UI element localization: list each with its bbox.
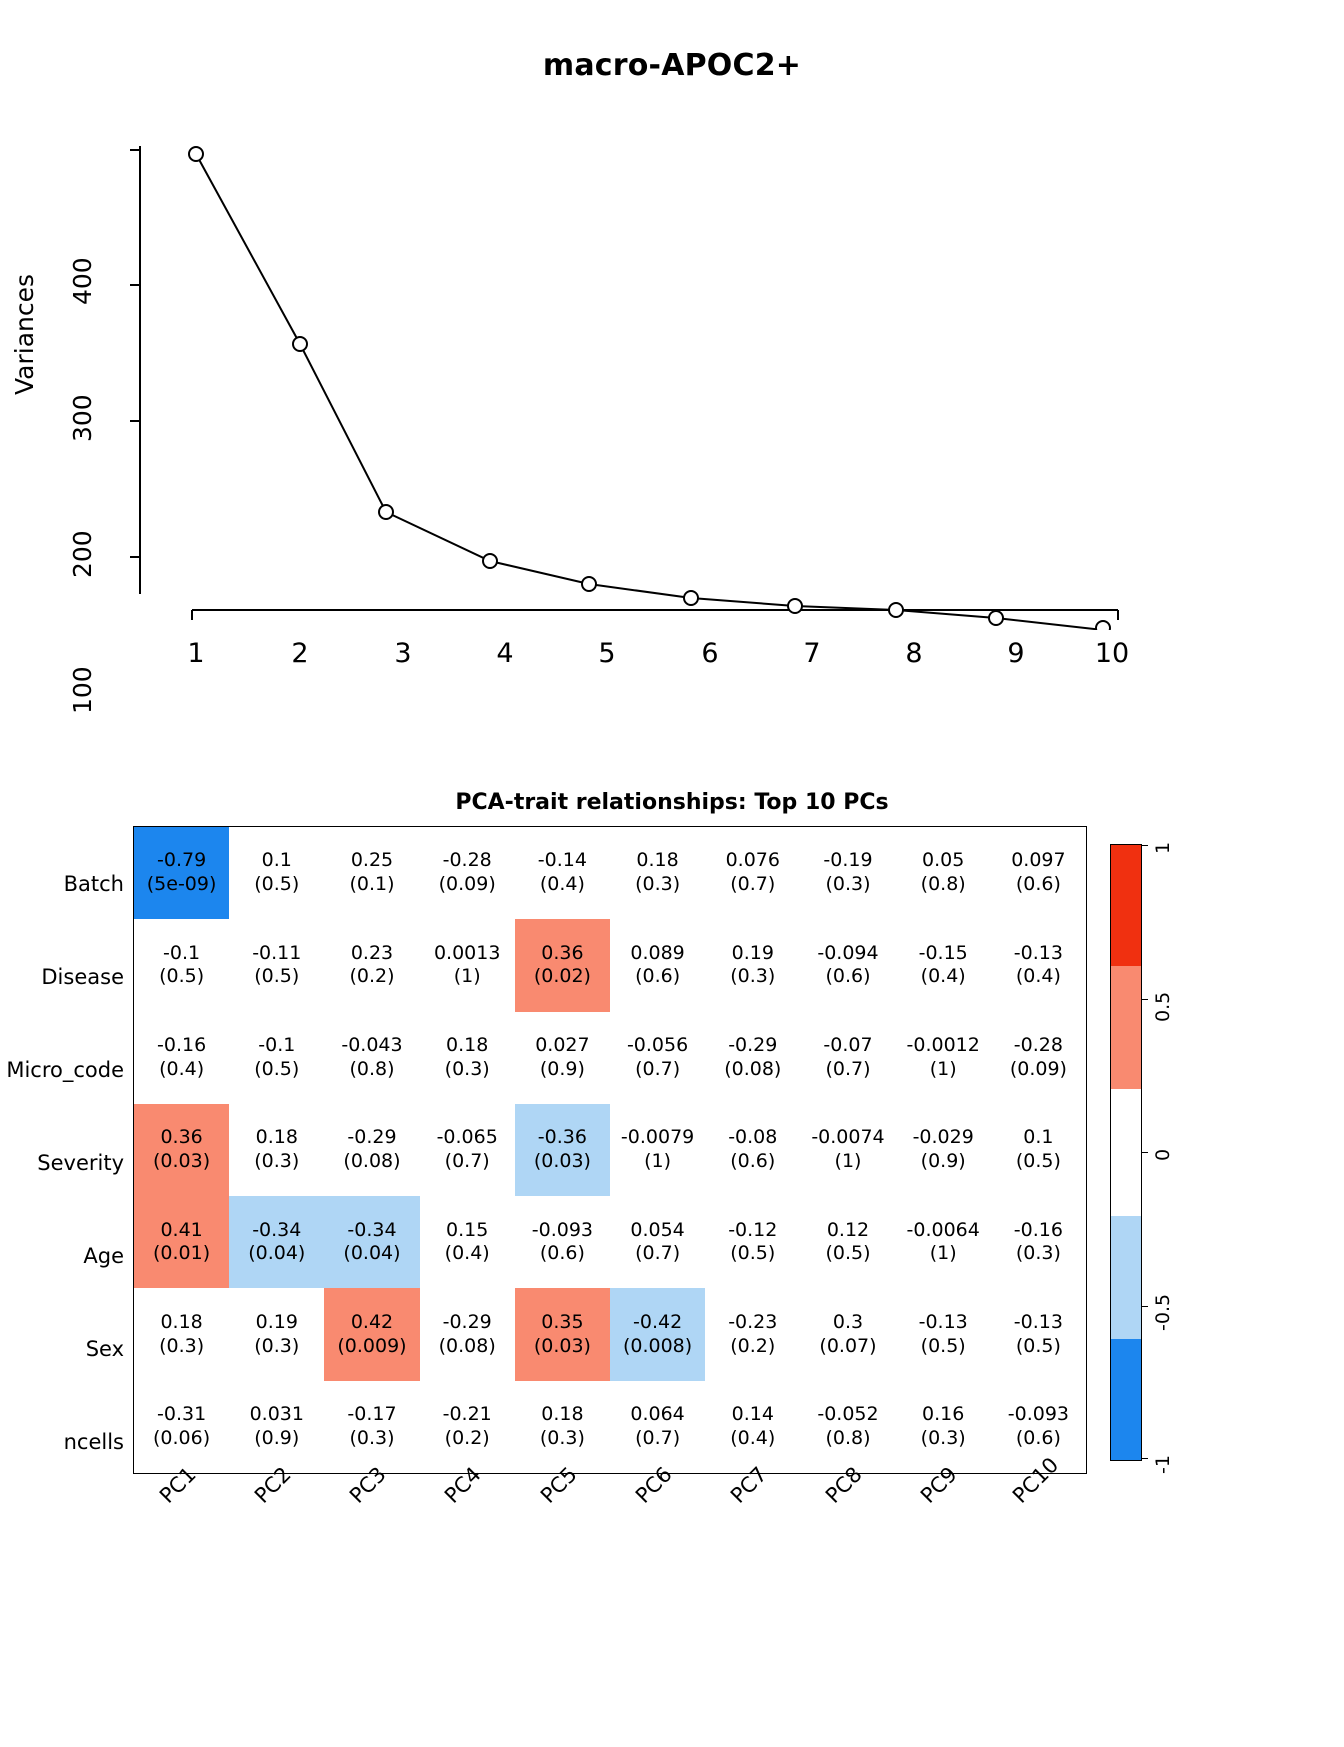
heatmap-row-label-disease: Disease — [41, 965, 124, 989]
cell-value: 0.42 — [350, 1310, 394, 1333]
heatmap-cell[interactable] — [800, 1288, 895, 1380]
scree-x-tick-4: 4 — [496, 638, 514, 669]
cell-value: 0.36 — [160, 1126, 203, 1149]
legend-segment-weak-negative — [1111, 1216, 1141, 1339]
heatmap-cell[interactable] — [420, 1196, 515, 1288]
cell-pvalue: (0.8) — [825, 1426, 871, 1449]
scree-y-tick-300: 300 — [68, 394, 97, 442]
cell-pvalue: (0.8) — [349, 1057, 395, 1080]
legend-tick-mark — [1141, 1458, 1148, 1459]
heatmap-cell[interactable] — [229, 919, 324, 1011]
cell-value: -0.1 — [163, 941, 201, 964]
cell-value: 0.19 — [731, 941, 774, 964]
cell-pvalue: (0.3) — [1015, 1242, 1061, 1265]
heatmap-cell[interactable] — [229, 1196, 324, 1288]
heatmap-row-label-batch: Batch — [63, 872, 124, 896]
scree-x-tick-2: 2 — [291, 638, 309, 669]
cell-pvalue: (0.3) — [349, 1426, 395, 1449]
heatmap-cell[interactable] — [705, 1288, 800, 1380]
cell-value: 0.18 — [541, 1403, 584, 1426]
heatmap-cell[interactable] — [800, 1104, 895, 1196]
cell-pvalue: (0.04) — [343, 1242, 401, 1265]
scree-x-tick-5: 5 — [598, 638, 616, 669]
legend-tick-mark — [1141, 999, 1148, 1000]
cell-value: -0.13 — [1013, 1310, 1063, 1333]
heatmap-row-label-age: Age — [83, 1244, 124, 1268]
heatmap-cell[interactable] — [705, 1381, 800, 1473]
heatmap-cell[interactable] — [991, 1104, 1086, 1196]
heatmap-cell[interactable] — [896, 1381, 991, 1473]
heatmap-cell[interactable] — [610, 1381, 705, 1473]
heatmap-cell[interactable] — [896, 1288, 991, 1380]
cell-value: 0.18 — [255, 1126, 298, 1149]
cell-pvalue: (0.5) — [159, 965, 205, 988]
heatmap-cell[interactable] — [420, 1381, 515, 1473]
cell-pvalue: (0.1) — [349, 873, 395, 896]
cell-pvalue: (0.5) — [254, 1057, 300, 1080]
cell-value: -0.0012 — [906, 1033, 980, 1056]
heatmap-cell[interactable] — [515, 1288, 610, 1380]
cell-pvalue: (0.7) — [825, 1057, 871, 1080]
cell-value: -0.07 — [823, 1033, 873, 1056]
heatmap-cell[interactable] — [896, 1104, 991, 1196]
cell-pvalue: (1) — [929, 1057, 957, 1080]
cell-pvalue: (0.3) — [730, 965, 776, 988]
cell-pvalue: (0.03) — [533, 1334, 591, 1357]
heatmap-col-label-pc1: PC1 — [155, 1462, 201, 1508]
cell-value: -0.36 — [537, 1126, 587, 1149]
heatmap-cell[interactable] — [800, 1381, 895, 1473]
cell-pvalue: (0.5) — [254, 965, 300, 988]
heatmap-cell[interactable] — [610, 1288, 705, 1380]
cell-pvalue: (0.6) — [825, 965, 871, 988]
scree-y-tick-100: 100 — [68, 666, 97, 714]
cell-value: -0.31 — [157, 1403, 207, 1426]
heatmap-cell[interactable] — [324, 1196, 419, 1288]
cell-value: 0.097 — [1011, 849, 1066, 872]
heatmap-cell[interactable] — [896, 1012, 991, 1104]
cell-value: -0.12 — [728, 1218, 778, 1241]
legend-tick-label--0.5: -0.5 — [1152, 1293, 1174, 1331]
heatmap-cell[interactable] — [800, 1196, 895, 1288]
cell-value: 0.05 — [922, 849, 965, 872]
scree-series-points — [189, 147, 1110, 630]
heatmap-cell[interactable] — [229, 1381, 324, 1473]
cell-pvalue: (0.4) — [444, 1242, 490, 1265]
cell-pvalue: (0.3) — [635, 873, 681, 896]
cell-value: 0.1 — [261, 849, 292, 872]
heatmap-cell[interactable] — [610, 1196, 705, 1288]
cell-pvalue: (0.2) — [349, 965, 395, 988]
cell-value: -0.052 — [817, 1403, 879, 1426]
cell-value: -0.13 — [918, 1310, 968, 1333]
cell-pvalue: (0.6) — [1015, 873, 1061, 896]
cell-pvalue: (0.4) — [920, 965, 966, 988]
cell-pvalue: (1) — [834, 1149, 862, 1172]
scree-x-tick-10: 10 — [1094, 638, 1130, 669]
heatmap-cell[interactable] — [134, 1381, 229, 1473]
heatmap-cell[interactable] — [420, 827, 515, 919]
cell-value: -0.056 — [626, 1033, 689, 1056]
heatmap-cell[interactable] — [896, 1196, 991, 1288]
heatmap-cell[interactable] — [705, 919, 800, 1011]
cell-pvalue: (0.09) — [438, 873, 496, 896]
cell-pvalue: (0.2) — [730, 1334, 776, 1357]
scree-x-tick-8: 8 — [905, 638, 923, 669]
scree-plot-canvas — [0, 110, 1344, 630]
cell-pvalue: (0.09) — [1009, 1057, 1067, 1080]
legend-tick-label--1: -1 — [1152, 1455, 1174, 1474]
heatmap-cell[interactable] — [610, 827, 705, 919]
cell-value: -0.0074 — [811, 1126, 885, 1149]
heatmap-cell[interactable] — [324, 1288, 419, 1380]
cell-pvalue: (0.5) — [1015, 1149, 1061, 1172]
cell-value: -0.08 — [728, 1126, 778, 1149]
cell-pvalue: (0.9) — [539, 1057, 585, 1080]
cell-pvalue: (0.4) — [539, 873, 585, 896]
heatmap-cell[interactable] — [515, 1196, 610, 1288]
cell-pvalue: (0.5) — [730, 1242, 776, 1265]
cell-value: -0.094 — [817, 941, 879, 964]
heatmap-row-label-ncells: ncells — [63, 1430, 124, 1454]
cell-pvalue: (0.3) — [825, 873, 871, 896]
heatmap-cell[interactable] — [134, 1196, 229, 1288]
cell-value: -0.16 — [1013, 1218, 1063, 1241]
cell-pvalue: (0.3) — [539, 1426, 585, 1449]
scree-x-tick-1: 1 — [187, 638, 205, 669]
heatmap-cell[interactable] — [896, 919, 991, 1011]
cell-pvalue: (0.5) — [825, 1242, 871, 1265]
heatmap-cell[interactable] — [420, 1288, 515, 1380]
cell-pvalue: (0.9) — [920, 1149, 966, 1172]
heatmap-cell[interactable] — [515, 1012, 610, 1104]
cell-value: -0.029 — [912, 1126, 974, 1149]
cell-value: 0.089 — [630, 941, 685, 964]
heatmap-col-label-pc7: PC7 — [726, 1462, 772, 1508]
cell-value: 0.18 — [636, 849, 679, 872]
cell-value: -0.17 — [347, 1403, 397, 1426]
cell-pvalue: (0.04) — [248, 1242, 306, 1265]
cell-pvalue: (0.3) — [254, 1149, 300, 1172]
heatmap-cell[interactable] — [324, 1104, 419, 1196]
cell-value: 0.23 — [350, 941, 394, 964]
cell-value: 0.41 — [160, 1218, 203, 1241]
cell-value: 0.36 — [541, 941, 584, 964]
heatmap-cell[interactable] — [134, 1104, 229, 1196]
heatmap — [0, 826, 1344, 1726]
cell-pvalue: (0.03) — [533, 1149, 591, 1172]
scree-x-tick-7: 7 — [803, 638, 821, 669]
cell-value: -0.065 — [436, 1126, 498, 1149]
cell-pvalue: (0.3) — [159, 1334, 205, 1357]
heatmap-cell[interactable] — [134, 1288, 229, 1380]
cell-value: -0.16 — [157, 1033, 207, 1056]
heatmap-cell[interactable] — [610, 1012, 705, 1104]
cell-pvalue: (0.7) — [635, 1057, 681, 1080]
cell-pvalue: (0.008) — [622, 1334, 693, 1357]
cell-pvalue: (1) — [644, 1149, 672, 1172]
cell-pvalue: (0.8) — [920, 873, 966, 896]
cell-pvalue: (0.4) — [159, 1057, 205, 1080]
cell-pvalue: (0.3) — [444, 1057, 490, 1080]
heatmap-cell[interactable] — [515, 1381, 610, 1473]
heatmap-col-label-pc2: PC2 — [250, 1462, 296, 1508]
cell-value: 0.15 — [446, 1218, 489, 1241]
heatmap-col-label-pc9: PC9 — [916, 1462, 962, 1508]
cell-value: 0.18 — [446, 1033, 489, 1056]
heatmap-cell[interactable] — [991, 1196, 1086, 1288]
heatmap-cell[interactable] — [420, 1012, 515, 1104]
legend-tick-mark — [1141, 845, 1148, 846]
heatmap-row-label-micro-code: Micro_code — [6, 1058, 124, 1082]
scree-x-tick-3: 3 — [394, 638, 412, 669]
heatmap-cell[interactable] — [229, 1012, 324, 1104]
cell-value: -0.34 — [252, 1218, 302, 1241]
scree-y-tick-200: 200 — [68, 530, 97, 578]
cell-value: -0.21 — [442, 1403, 492, 1426]
cell-value: -0.13 — [1013, 941, 1063, 964]
cell-pvalue: (0.03) — [153, 1149, 211, 1172]
cell-value: -0.0064 — [906, 1218, 980, 1241]
cell-pvalue: (0.5) — [920, 1334, 966, 1357]
cell-pvalue: (0.08) — [438, 1334, 496, 1357]
cell-value: -0.11 — [252, 941, 302, 964]
heatmap-cell[interactable] — [991, 1288, 1086, 1380]
heatmap-col-label-pc5: PC5 — [536, 1462, 582, 1508]
heatmap-cell[interactable] — [134, 1012, 229, 1104]
legend-segment-neutral — [1111, 1089, 1141, 1217]
cell-value: 0.076 — [725, 849, 780, 872]
cell-pvalue: (0.7) — [730, 873, 776, 896]
heatmap-cell[interactable] — [420, 1104, 515, 1196]
heatmap-cell[interactable] — [229, 1104, 324, 1196]
legend-tick-label-0: 0 — [1152, 1148, 1174, 1161]
heatmap-cell[interactable] — [705, 827, 800, 919]
cell-pvalue: (0.5) — [1015, 1334, 1061, 1357]
heatmap-row-label-sex: Sex — [85, 1337, 124, 1361]
cell-value: -0.23 — [728, 1310, 778, 1333]
scree-y-tick-400: 400 — [68, 257, 97, 305]
cell-pvalue: (0.06) — [153, 1426, 211, 1449]
heatmap-cell[interactable] — [324, 919, 419, 1011]
cell-pvalue: (0.6) — [1015, 1426, 1061, 1449]
legend-segment-strong-positive — [1111, 845, 1141, 966]
cell-pvalue: (0.4) — [730, 1426, 776, 1449]
legend-segment-weak-positive — [1111, 966, 1141, 1089]
cell-pvalue: (1) — [453, 965, 481, 988]
heatmap-cell[interactable] — [134, 827, 229, 919]
cell-pvalue: (0.2) — [444, 1426, 490, 1449]
cell-value: 0.16 — [922, 1403, 965, 1426]
cell-value: -0.28 — [442, 849, 492, 872]
cell-pvalue: (0.02) — [533, 965, 591, 988]
cell-pvalue: (0.4) — [1015, 965, 1061, 988]
cell-value: -0.29 — [442, 1310, 492, 1333]
cell-value: 0.027 — [535, 1033, 590, 1056]
heatmap-cell[interactable] — [705, 1104, 800, 1196]
scree-x-tick-9: 9 — [1007, 638, 1025, 669]
cell-pvalue: (0.6) — [539, 1242, 585, 1265]
scree-x-tick-6: 6 — [701, 638, 719, 669]
cell-value: -0.28 — [1013, 1033, 1063, 1056]
cell-value: -0.42 — [633, 1310, 683, 1333]
legend-tick-mark — [1141, 1306, 1148, 1307]
cell-value: -0.29 — [347, 1126, 397, 1149]
legend-tick-label-1: 1 — [1152, 841, 1174, 854]
heatmap-cell[interactable] — [991, 1012, 1086, 1104]
heatmap-cell[interactable] — [991, 919, 1086, 1011]
legend-tick-mark — [1141, 1152, 1148, 1153]
color-legend — [1110, 844, 1142, 1461]
cell-value: 0.35 — [541, 1310, 584, 1333]
heatmap-cell[interactable] — [705, 1196, 800, 1288]
cell-value: 0.14 — [731, 1403, 774, 1426]
cell-value: -0.15 — [918, 941, 968, 964]
heatmap-col-label-pc6: PC6 — [631, 1462, 677, 1508]
cell-value: 0.18 — [160, 1310, 203, 1333]
heatmap-cell[interactable] — [896, 827, 991, 919]
heatmap-row-label-severity: Severity — [37, 1151, 124, 1175]
scree-series-line — [196, 154, 1103, 630]
heatmap-cell[interactable] — [800, 919, 895, 1011]
cell-pvalue: (0.7) — [444, 1149, 490, 1172]
heatmap-cell[interactable] — [515, 919, 610, 1011]
cell-value: 0.1 — [1023, 1126, 1054, 1149]
heatmap-cell[interactable] — [324, 1012, 419, 1104]
cell-value: 0.0013 — [433, 941, 501, 964]
heatmap-cell[interactable] — [800, 1012, 895, 1104]
cell-value: 0.064 — [630, 1403, 685, 1426]
cell-pvalue: (0.01) — [153, 1242, 211, 1265]
heatmap-grid — [133, 826, 1087, 1474]
cell-pvalue: (0.07) — [819, 1334, 877, 1357]
cell-value: 0.19 — [255, 1310, 298, 1333]
heatmap-col-label-pc8: PC8 — [821, 1462, 867, 1508]
cell-value: -0.043 — [341, 1033, 403, 1056]
cell-pvalue: (0.08) — [724, 1057, 782, 1080]
heatmap-cell[interactable] — [515, 1104, 610, 1196]
cell-value: -0.1 — [258, 1033, 296, 1056]
heatmap-cell[interactable] — [229, 827, 324, 919]
cell-pvalue: (0.3) — [254, 1334, 300, 1357]
legend-segment-strong-negative — [1111, 1339, 1141, 1460]
heatmap-cell[interactable] — [229, 1288, 324, 1380]
cell-value: -0.29 — [728, 1033, 778, 1056]
cell-value: 0.031 — [249, 1403, 304, 1426]
cell-pvalue: (0.5) — [254, 873, 300, 896]
heatmap-cell[interactable] — [420, 919, 515, 1011]
cell-pvalue: (0.6) — [635, 965, 681, 988]
cell-value: -0.34 — [347, 1218, 397, 1241]
heatmap-col-label-pc4: PC4 — [440, 1462, 486, 1508]
cell-pvalue: (0.9) — [254, 1426, 300, 1449]
heatmap-cell[interactable] — [324, 827, 419, 919]
cell-value: -0.0079 — [620, 1126, 695, 1149]
heatmap-cell[interactable] — [705, 1012, 800, 1104]
heatmap-cell[interactable] — [134, 919, 229, 1011]
cell-value: 0.25 — [350, 849, 394, 872]
heatmap-cell[interactable] — [515, 827, 610, 919]
heatmap-cell[interactable] — [610, 919, 705, 1011]
scree-plot-title: macro-APOC2+ — [542, 48, 802, 83]
heatmap-cell[interactable] — [991, 827, 1086, 919]
cell-value: -0.14 — [537, 849, 587, 872]
cell-value: -0.79 — [157, 849, 207, 872]
cell-value: 0.12 — [826, 1218, 870, 1241]
scree-plot — [0, 110, 1344, 714]
cell-pvalue: (0.009) — [337, 1334, 407, 1357]
cell-pvalue: (1) — [929, 1242, 957, 1265]
cell-pvalue: (0.3) — [920, 1426, 966, 1449]
heatmap-col-label-pc10: PC10 — [1008, 1452, 1064, 1508]
scree-y-axis-label: Variances — [10, 273, 39, 395]
heatmap-cell[interactable] — [324, 1381, 419, 1473]
cell-value: 0.3 — [832, 1310, 864, 1333]
cell-pvalue: (5e-09) — [146, 873, 217, 896]
cell-value: -0.093 — [1007, 1403, 1070, 1426]
cell-pvalue: (0.7) — [635, 1426, 681, 1449]
cell-value: -0.093 — [531, 1218, 594, 1241]
cell-value: 0.054 — [630, 1218, 685, 1241]
cell-pvalue: (0.7) — [635, 1242, 681, 1265]
cell-value: -0.19 — [823, 849, 873, 872]
heatmap-title: PCA-trait relationships: Top 10 PCs — [455, 790, 889, 815]
heatmap-cell[interactable] — [800, 827, 895, 919]
heatmap-col-label-pc3: PC3 — [345, 1462, 391, 1508]
cell-pvalue: (0.08) — [343, 1149, 401, 1172]
cell-pvalue: (0.6) — [730, 1149, 776, 1172]
heatmap-cell[interactable] — [610, 1104, 705, 1196]
legend-tick-label-0.5: 0.5 — [1152, 991, 1174, 1022]
